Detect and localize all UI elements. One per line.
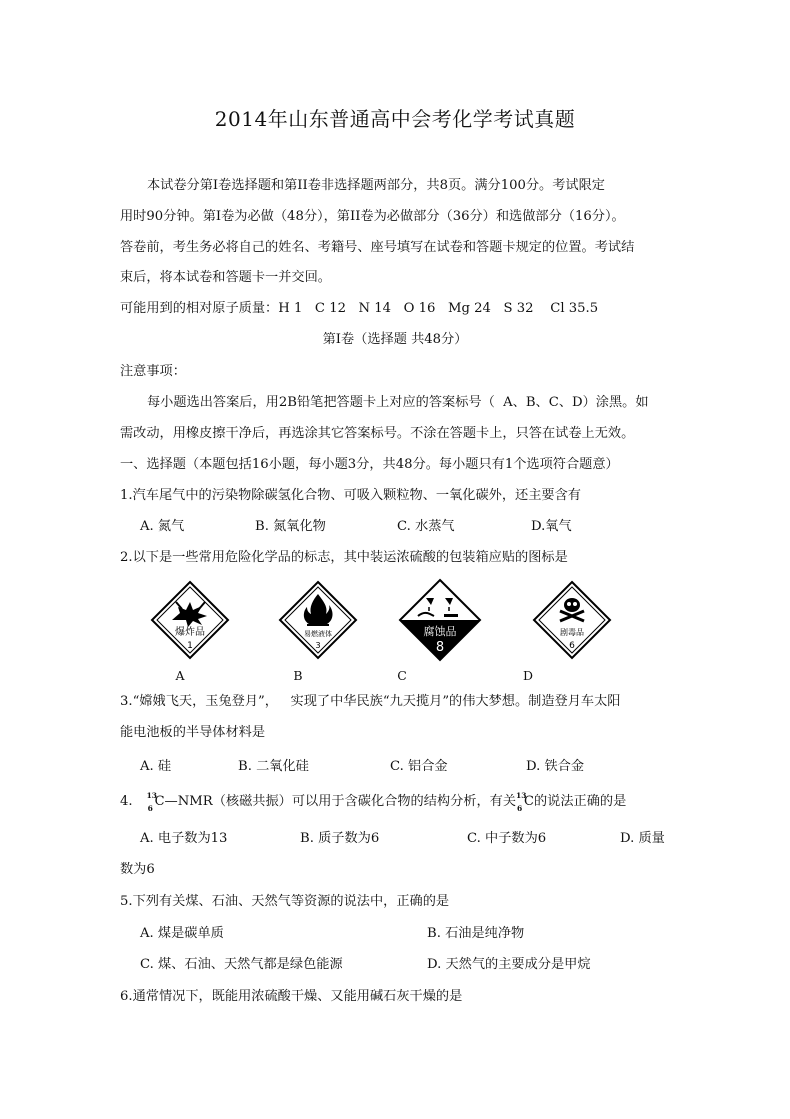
notice-line-2: 需改动，用橡皮擦干净后，再选涂其它答案标号。不涂在答题卡上，只答在试卷上无效。: [120, 426, 635, 441]
q3-option-b: B. 二氧化硅: [238, 759, 309, 774]
isotope-mass-2: 13: [516, 791, 527, 800]
section-title: 第Ⅰ卷（选择题 共48分）: [322, 332, 468, 347]
isotope-number-2: 6: [517, 804, 523, 813]
q6-stem: 6.通常情况下，既能用浓硫酸干燥、又能用碱石灰干燥的是: [120, 989, 463, 1004]
hazard-b-number: 3: [315, 641, 321, 650]
q4-suffix: 的说法正确的是: [533, 794, 627, 809]
isotope-element-2: C: [524, 794, 534, 809]
hazard-sign-b: [278, 580, 358, 660]
hazard-a-number: 1: [187, 641, 193, 651]
hazard-c-number: 8: [435, 640, 445, 655]
hazard-sign-d: [532, 580, 612, 660]
q4-mid: —NMR（核磁共振）可以用于含碳化合物的结构分析，有关: [164, 794, 517, 809]
q2-stem: 2.以下是一些常用危险化学品的标志，其中装运浓硫酸的包装箱应贴的图标是: [120, 550, 568, 565]
hazard-a-text: 爆炸品: [175, 627, 205, 638]
hazard-sign-c: [398, 578, 482, 662]
isotope-element: C: [154, 794, 165, 809]
atomic-masses: 可能用到的相对原子质量：H 1 C 12 N 14 O 16 Mg 24 S 32 Cl 35.5: [120, 301, 599, 316]
hazard-d-text: 剧毒品: [560, 628, 584, 637]
q1-option-a: A. 氮气: [140, 519, 185, 534]
q5-option-b: B. 石油是纯净物: [427, 926, 525, 941]
q4-option-c: C. 中子数为6: [467, 831, 547, 846]
q5-option-a: A. 煤是碳单质: [140, 926, 224, 941]
q4-stem: [120, 792, 626, 812]
q1-option-b: B. 氮氧化物: [255, 519, 326, 534]
q1-stem: 1.汽车尾气中的污染物除碳氢化合物、可吸入颗粒物、一氧化碳外，还主要含有: [120, 488, 581, 503]
hazard-label-a: A: [175, 668, 185, 683]
q4-option-b: B. 质子数为6: [300, 831, 380, 846]
q5-option-d: D. 天然气的主要成分是甲烷: [427, 957, 591, 972]
q1-option-c: C. 水蒸气: [397, 519, 455, 534]
q5-option-c: C. 煤、石油、天然气都是绿色能源: [140, 957, 343, 972]
hazard-label-b: B: [293, 668, 303, 683]
q1-option-d: D.氧气: [531, 519, 572, 534]
q3-option-d: D. 铁合金: [526, 759, 585, 774]
q4-option-d: D. 质量: [620, 831, 665, 846]
q3-option-a: A. 硅: [140, 759, 172, 774]
q4-option-d-cont: 数为6: [120, 862, 155, 877]
isotope-number: 6: [147, 804, 153, 813]
q3-stem-2: 能电池板的半导体材料是: [120, 725, 266, 740]
hazard-d-number: 6: [569, 641, 575, 651]
notice-heading: 注意事项：: [120, 364, 186, 379]
isotope-c13: [147, 792, 165, 812]
hazard-b-text: 易燃液体: [304, 630, 332, 638]
q4-prefix: 4.: [120, 794, 133, 809]
hazard-sign-a: [150, 580, 230, 660]
intro-line-1: 本试卷分第Ⅰ卷选择题和第II卷非选择题两部分，共8页。满分100分。考试限定: [147, 178, 605, 193]
hazard-c-text: 腐蚀品: [423, 625, 457, 638]
page-title: 2014年山东普通高中会考化学考试真题: [214, 107, 576, 131]
q5-stem: 5.下列有关煤、石油、天然气等资源的说法中，正确的是: [120, 894, 450, 909]
isotope-c13-2: [516, 792, 534, 812]
intro-line-4: 束后，将本试卷和答题卡一并交回。: [120, 270, 331, 285]
notice-line-1: 每小题选出答案后，用2B铅笔把答题卡上对应的答案标号（ A、B、C、D）涂黑。如: [147, 395, 649, 410]
q3-option-c: C. 铝合金: [390, 759, 448, 774]
intro-line-3: 答卷前，考生务必将自己的姓名、考籍号、座号填写在试卷和答题卡规定的位置。考试结: [120, 240, 635, 255]
hazard-label-c: C: [397, 668, 407, 683]
q4-option-a: A. 电子数为13: [140, 831, 228, 846]
q3-stem-1: 3.“嫦娥飞天，玉兔登月”， 实现了中华民族“九天揽月”的伟大梦想。制造登月车太阳: [120, 694, 621, 709]
hazard-label-d: D: [522, 668, 534, 683]
intro-line-2: 用时90分钟。第Ⅰ卷为必做（48分），第II卷为必做部分（36分）和选做部分（16分）。: [120, 209, 625, 224]
isotope-mass: 13: [146, 791, 158, 800]
part-heading: 一、选择题（本题包括16小题，每小题3分，共48分。每小题只有1个选项符合题意）: [120, 457, 619, 472]
